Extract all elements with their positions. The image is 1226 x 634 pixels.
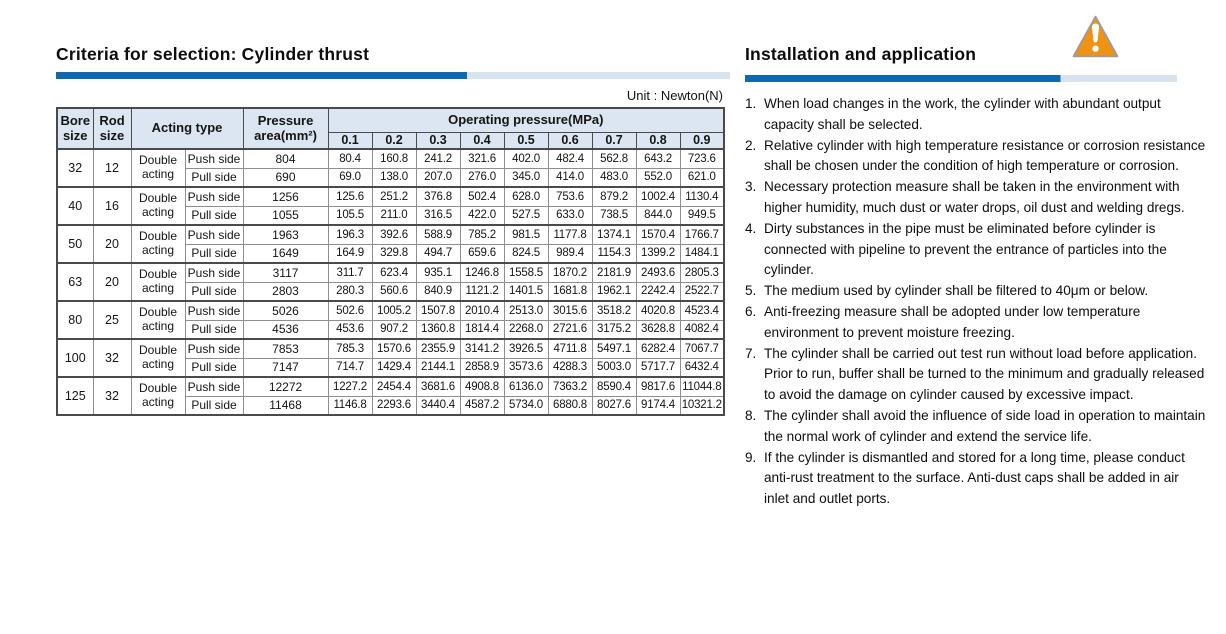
pressure-col-header: 0.1 xyxy=(328,132,372,149)
thrust-value-cell: 3518.2 xyxy=(592,301,636,320)
bore-size-cell: 63 xyxy=(57,263,93,301)
instruction-number: 2. xyxy=(745,137,757,153)
thrust-value-cell: 1429.4 xyxy=(372,358,416,377)
thrust-value-cell: 1121.2 xyxy=(460,282,504,301)
rod-size-cell: 20 xyxy=(93,263,131,301)
thrust-value-cell: 196.3 xyxy=(328,225,372,244)
instruction-item xyxy=(745,344,1207,406)
pressure-col-header: 0.8 xyxy=(636,132,680,149)
thrust-value-cell: 321.6 xyxy=(460,149,504,168)
thrust-value-cell: 3628.8 xyxy=(636,320,680,339)
bore-size-cell: 80 xyxy=(57,301,93,339)
thrust-value-cell: 3926.5 xyxy=(504,339,548,358)
thrust-value-cell: 2181.9 xyxy=(592,263,636,282)
thrust-value-cell: 753.6 xyxy=(548,187,592,206)
col-header-acting-type: Acting type xyxy=(131,108,243,149)
acting-type-cell: Double acting xyxy=(131,339,185,377)
acting-side-cell: Pull side xyxy=(185,282,243,301)
acting-side-cell: Push side xyxy=(185,263,243,282)
table-header xyxy=(57,108,724,149)
thrust-value-cell: 633.0 xyxy=(548,206,592,225)
bore-size-cell: 100 xyxy=(57,339,93,377)
thrust-value-cell: 643.2 xyxy=(636,149,680,168)
thrust-value-cell: 935.1 xyxy=(416,263,460,282)
thrust-value-cell: 69.0 xyxy=(328,168,372,187)
thrust-value-cell: 2522.7 xyxy=(680,282,724,301)
pressure-col-header: 0.2 xyxy=(372,132,416,149)
pressure-col-header: 0.4 xyxy=(460,132,504,149)
instruction-text: The cylinder shall avoid the influence of side load in operation to maintain the normal work of cylinder and extend the service life. xyxy=(764,407,1206,444)
acting-type-cell: Double acting xyxy=(131,377,185,415)
rod-size-cell: 32 xyxy=(93,339,131,377)
unit-label: Unit : Newton(N) xyxy=(626,88,723,103)
pressure-col-header: 0.9 xyxy=(680,132,724,149)
table-row xyxy=(57,301,724,320)
col-header-pressure-area: Pressure area(mm²) xyxy=(243,108,328,149)
thrust-value-cell: 251.2 xyxy=(372,187,416,206)
thrust-value-cell: 907.2 xyxy=(372,320,416,339)
instruction-item xyxy=(745,94,1207,136)
thrust-value-cell: 207.0 xyxy=(416,168,460,187)
col-header-bore-size: Bore size xyxy=(57,108,93,149)
thrust-value-cell: 241.2 xyxy=(416,149,460,168)
thrust-value-cell: 9174.4 xyxy=(636,396,680,415)
thrust-value-cell: 588.9 xyxy=(416,225,460,244)
thrust-value-cell: 6880.8 xyxy=(548,396,592,415)
thrust-value-cell: 80.4 xyxy=(328,149,372,168)
thrust-value-cell: 8027.6 xyxy=(592,396,636,415)
thrust-value-cell: 4587.2 xyxy=(460,396,504,415)
instruction-number: 9. xyxy=(745,449,757,465)
instruction-item xyxy=(745,302,1207,344)
instruction-text: Necessary protection measure shall be taken in the environment with higher humidity, much dust or water drops, oil dust and welding dregs. xyxy=(764,179,1185,215)
thrust-value-cell: 2454.4 xyxy=(372,377,416,396)
thrust-value-cell: 160.8 xyxy=(372,149,416,168)
thrust-value-cell: 1360.8 xyxy=(416,320,460,339)
warning-icon xyxy=(1072,6,1119,67)
bore-size-cell: 40 xyxy=(57,187,93,225)
pressure-area-cell: 1055 xyxy=(243,206,328,225)
criteria-section xyxy=(56,44,730,416)
thrust-value-cell: 2858.9 xyxy=(460,358,504,377)
thrust-value-cell: 1146.8 xyxy=(328,396,372,415)
thrust-value-cell: 785.2 xyxy=(460,225,504,244)
thrust-value-cell: 402.0 xyxy=(504,149,548,168)
pressure-col-header: 0.5 xyxy=(504,132,548,149)
thrust-value-cell: 714.7 xyxy=(328,358,372,377)
thrust-value-cell: 659.6 xyxy=(460,244,504,263)
table-body xyxy=(57,149,724,415)
thrust-value-cell: 2293.6 xyxy=(372,396,416,415)
bore-size-cell: 125 xyxy=(57,377,93,415)
thrust-value-cell: 560.6 xyxy=(372,282,416,301)
thrust-value-cell: 1246.8 xyxy=(460,263,504,282)
acting-side-cell: Pull side xyxy=(185,206,243,225)
thrust-value-cell: 2721.6 xyxy=(548,320,592,339)
thrust-value-cell: 1177.8 xyxy=(548,225,592,244)
thrust-value-cell: 840.9 xyxy=(416,282,460,301)
table-row xyxy=(57,339,724,358)
col-header-operating-pressure: Operating pressure(MPa) xyxy=(328,108,724,132)
pressure-col-header: 0.6 xyxy=(548,132,592,149)
instruction-item xyxy=(745,281,1207,302)
thrust-value-cell: 6136.0 xyxy=(504,377,548,396)
instruction-item xyxy=(745,177,1207,219)
thrust-value-cell: 623.4 xyxy=(372,263,416,282)
pressure-area-cell: 690 xyxy=(243,168,328,187)
table-row xyxy=(57,225,724,244)
thrust-value-cell: 989.4 xyxy=(548,244,592,263)
thrust-value-cell: 329.8 xyxy=(372,244,416,263)
instruction-text: Dirty substances in the pipe must be eliminated before cylinder is connected with pipeline to prevent the entrance of particles into the cylinder. xyxy=(764,220,1167,278)
col-header-rod-size: Rod size xyxy=(93,108,131,149)
thrust-value-cell: 738.5 xyxy=(592,206,636,225)
acting-type-cell: Double acting xyxy=(131,263,185,301)
pressure-area-cell: 1963 xyxy=(243,225,328,244)
thrust-value-cell: 11044.8 xyxy=(680,377,724,396)
thrust-value-cell: 1766.7 xyxy=(680,225,724,244)
thrust-value-cell: 1130.4 xyxy=(680,187,724,206)
thrust-value-cell: 3573.6 xyxy=(504,358,548,377)
thrust-value-cell: 1154.3 xyxy=(592,244,636,263)
table-row xyxy=(57,263,724,282)
installation-section xyxy=(745,44,1207,510)
thrust-value-cell: 7363.2 xyxy=(548,377,592,396)
thrust-value-cell: 2010.4 xyxy=(460,301,504,320)
instruction-list xyxy=(745,94,1207,510)
thrust-value-cell: 164.9 xyxy=(328,244,372,263)
installation-header xyxy=(745,44,1207,68)
instruction-text: The medium used by cylinder shall be filtered to 40μm or below. xyxy=(764,283,1149,299)
acting-side-cell: Push side xyxy=(185,187,243,206)
thrust-value-cell: 6282.4 xyxy=(636,339,680,358)
acting-side-cell: Pull side xyxy=(185,244,243,263)
thrust-value-cell: 785.3 xyxy=(328,339,372,358)
thrust-value-cell: 1570.4 xyxy=(636,225,680,244)
thrust-value-cell: 3141.2 xyxy=(460,339,504,358)
instruction-number: 3. xyxy=(745,179,757,195)
thrust-value-cell: 1227.2 xyxy=(328,377,372,396)
rod-size-cell: 20 xyxy=(93,225,131,263)
thrust-value-cell: 1814.4 xyxy=(460,320,504,339)
thrust-value-cell: 4020.8 xyxy=(636,301,680,320)
thrust-value-cell: 981.5 xyxy=(504,225,548,244)
thrust-value-cell: 1962.1 xyxy=(592,282,636,301)
acting-side-cell: Pull side xyxy=(185,320,243,339)
pressure-area-cell: 12272 xyxy=(243,377,328,396)
thrust-value-cell: 6432.4 xyxy=(680,358,724,377)
thrust-value-cell: 1484.1 xyxy=(680,244,724,263)
acting-side-cell: Pull side xyxy=(185,168,243,187)
thrust-value-cell: 2268.0 xyxy=(504,320,548,339)
acting-side-cell: Pull side xyxy=(185,396,243,415)
table-row xyxy=(57,187,724,206)
thrust-value-cell: 494.7 xyxy=(416,244,460,263)
pressure-area-cell: 2803 xyxy=(243,282,328,301)
thrust-value-cell: 502.6 xyxy=(328,301,372,320)
thrust-value-cell: 453.6 xyxy=(328,320,372,339)
thrust-value-cell: 2493.6 xyxy=(636,263,680,282)
thrust-value-cell: 562.8 xyxy=(592,149,636,168)
instruction-number: 6. xyxy=(745,303,757,319)
thrust-value-cell: 552.0 xyxy=(636,168,680,187)
thrust-value-cell: 949.5 xyxy=(680,206,724,225)
acting-side-cell: Pull side xyxy=(185,358,243,377)
instruction-text: If the cylinder is dismantled and stored for a long time, please conduct anti-rust treatment to the surface. Anti-dust caps shall be added in air inlet and outlet ports. xyxy=(764,449,1185,507)
thrust-value-cell: 4523.4 xyxy=(680,301,724,320)
instruction-number: 1. xyxy=(745,96,757,111)
thrust-value-cell: 345.0 xyxy=(504,168,548,187)
thrust-value-cell: 7067.7 xyxy=(680,339,724,358)
rod-size-cell: 16 xyxy=(93,187,131,225)
thrust-value-cell: 316.5 xyxy=(416,206,460,225)
thrust-value-cell: 3681.6 xyxy=(416,377,460,396)
thrust-value-cell: 125.6 xyxy=(328,187,372,206)
instruction-item xyxy=(745,406,1207,448)
thrust-value-cell: 5717.7 xyxy=(636,358,680,377)
acting-side-cell: Push side xyxy=(185,225,243,244)
thrust-value-cell: 824.5 xyxy=(504,244,548,263)
thrust-value-cell: 1870.2 xyxy=(548,263,592,282)
instruction-number: 4. xyxy=(745,220,757,236)
criteria-title-underline xyxy=(56,72,730,79)
thrust-value-cell: 502.4 xyxy=(460,187,504,206)
acting-side-cell: Push side xyxy=(185,149,243,168)
thrust-value-cell: 1570.6 xyxy=(372,339,416,358)
thrust-value-cell: 4082.4 xyxy=(680,320,724,339)
instruction-item xyxy=(745,136,1207,178)
thrust-value-cell: 138.0 xyxy=(372,168,416,187)
acting-type-cell: Double acting xyxy=(131,225,185,263)
thrust-value-cell: 5734.0 xyxy=(504,396,548,415)
rod-size-cell: 12 xyxy=(93,149,131,187)
acting-side-cell: Push side xyxy=(185,301,243,320)
thrust-value-cell: 4908.8 xyxy=(460,377,504,396)
thrust-value-cell: 1558.5 xyxy=(504,263,548,282)
thrust-value-cell: 5003.0 xyxy=(592,358,636,377)
pressure-area-cell: 1256 xyxy=(243,187,328,206)
pressure-area-cell: 7147 xyxy=(243,358,328,377)
bore-size-cell: 50 xyxy=(57,225,93,263)
instruction-text: The cylinder shall be carried out test run without load before application. Prior to run, buffer shall be turned to the minimum and gradually released to avoid the damage on cylinder caused by excessive impact. xyxy=(764,345,1205,403)
acting-side-cell: Push side xyxy=(185,339,243,358)
thrust-value-cell: 527.5 xyxy=(504,206,548,225)
thrust-value-cell: 1005.2 xyxy=(372,301,416,320)
thrust-value-cell: 105.5 xyxy=(328,206,372,225)
pressure-area-cell: 1649 xyxy=(243,244,328,263)
instruction-item xyxy=(745,219,1207,281)
thrust-value-cell: 1681.8 xyxy=(548,282,592,301)
installation-title-underline xyxy=(745,75,1177,82)
instruction-number: 7. xyxy=(745,345,757,361)
thrust-value-cell: 8590.4 xyxy=(592,377,636,396)
rod-size-cell: 32 xyxy=(93,377,131,415)
thrust-value-cell: 414.0 xyxy=(548,168,592,187)
thrust-value-cell: 422.0 xyxy=(460,206,504,225)
criteria-title: Criteria for selection: Cylinder thrust xyxy=(56,44,370,64)
instruction-number: 8. xyxy=(745,407,757,423)
thrust-value-cell: 879.2 xyxy=(592,187,636,206)
thrust-value-cell: 3015.6 xyxy=(548,301,592,320)
thrust-value-cell: 2513.0 xyxy=(504,301,548,320)
thrust-value-cell: 376.8 xyxy=(416,187,460,206)
thrust-value-cell: 280.3 xyxy=(328,282,372,301)
acting-side-cell: Push side xyxy=(185,377,243,396)
thrust-value-cell: 1401.5 xyxy=(504,282,548,301)
thrust-value-cell: 1002.4 xyxy=(636,187,680,206)
thrust-value-cell: 5497.1 xyxy=(592,339,636,358)
thrust-value-cell: 1399.2 xyxy=(636,244,680,263)
thrust-value-cell: 10321.2 xyxy=(680,396,724,415)
thrust-value-cell: 2242.4 xyxy=(636,282,680,301)
pressure-col-header: 0.3 xyxy=(416,132,460,149)
instruction-item xyxy=(745,448,1207,510)
instruction-number: 5. xyxy=(745,283,757,299)
thrust-value-cell: 276.0 xyxy=(460,168,504,187)
pressure-area-cell: 7853 xyxy=(243,339,328,358)
thrust-value-cell: 482.4 xyxy=(548,149,592,168)
thrust-value-cell: 9817.6 xyxy=(636,377,680,396)
thrust-value-cell: 844.0 xyxy=(636,206,680,225)
pressure-area-cell: 11468 xyxy=(243,396,328,415)
thrust-value-cell: 1507.8 xyxy=(416,301,460,320)
thrust-value-cell: 392.6 xyxy=(372,225,416,244)
thrust-value-cell: 4288.3 xyxy=(548,358,592,377)
thrust-value-cell: 2805.3 xyxy=(680,263,724,282)
acting-type-cell: Double acting xyxy=(131,187,185,225)
thrust-value-cell: 621.0 xyxy=(680,168,724,187)
instruction-text: Anti-freezing measure shall be adopted under low temperature environment to prevent moisture freezing. xyxy=(764,303,1141,340)
thrust-value-cell: 211.0 xyxy=(372,206,416,225)
thrust-value-cell: 2144.1 xyxy=(416,358,460,377)
thrust-value-cell: 311.7 xyxy=(328,263,372,282)
instruction-text: When load changes in the work, the cylinder with abundant output capacity shall be selected. xyxy=(764,96,1161,132)
pressure-area-cell: 3117 xyxy=(243,263,328,282)
table-row xyxy=(57,149,724,168)
pressure-col-header: 0.7 xyxy=(592,132,636,149)
thrust-value-cell: 1374.1 xyxy=(592,225,636,244)
pressure-area-cell: 5026 xyxy=(243,301,328,320)
thrust-value-cell: 3175.2 xyxy=(592,320,636,339)
acting-type-cell: Double acting xyxy=(131,149,185,187)
thrust-value-cell: 628.0 xyxy=(504,187,548,206)
pressure-area-cell: 804 xyxy=(243,149,328,168)
installation-title: Installation and application xyxy=(745,44,977,64)
bore-size-cell: 32 xyxy=(57,149,93,187)
pressure-area-cell: 4536 xyxy=(243,320,328,339)
thrust-value-cell: 3440.4 xyxy=(416,396,460,415)
thrust-value-cell: 4711.8 xyxy=(548,339,592,358)
table-row xyxy=(57,377,724,396)
instruction-text: Relative cylinder with high temperature resistance or corrosion resistance shall be chosen under the condition of high temperature or corrosion. xyxy=(764,137,1206,174)
rod-size-cell: 25 xyxy=(93,301,131,339)
thrust-value-cell: 2355.9 xyxy=(416,339,460,358)
acting-type-cell: Double acting xyxy=(131,301,185,339)
thrust-value-cell: 723.6 xyxy=(680,149,724,168)
thrust-value-cell: 483.0 xyxy=(592,168,636,187)
cylinder-thrust-table xyxy=(56,107,725,416)
